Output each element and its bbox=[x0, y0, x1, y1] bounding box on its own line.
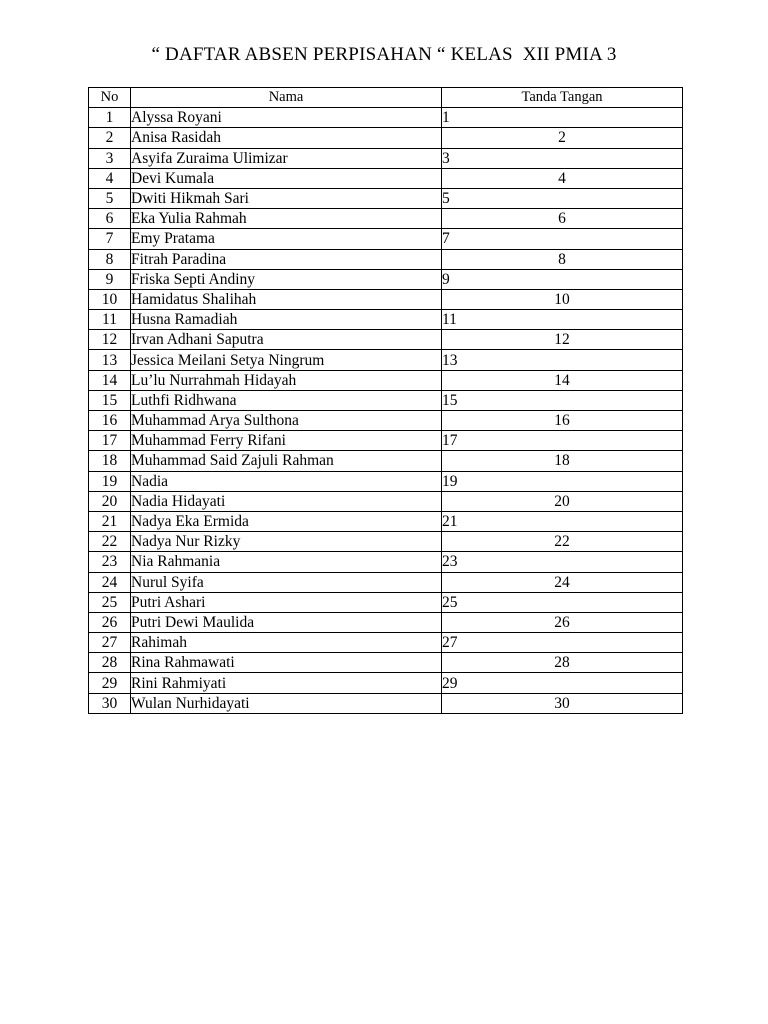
table-row bbox=[89, 653, 683, 673]
table-row bbox=[89, 350, 683, 370]
student-name: Nia Rahmania bbox=[131, 552, 442, 572]
table-row bbox=[89, 370, 683, 390]
table-row bbox=[89, 411, 683, 431]
student-name: Dwiti Hikmah Sari bbox=[131, 188, 442, 208]
table-row bbox=[89, 572, 683, 592]
table-row bbox=[89, 471, 683, 491]
signature-cell: 13 bbox=[442, 350, 683, 370]
row-number: 6 bbox=[89, 209, 131, 229]
student-name: Wulan Nurhidayati bbox=[131, 693, 442, 713]
signature-cell: 16 bbox=[442, 411, 683, 431]
table-row bbox=[89, 269, 683, 289]
row-number: 23 bbox=[89, 552, 131, 572]
signature-cell: 21 bbox=[442, 511, 683, 531]
row-number: 25 bbox=[89, 592, 131, 612]
student-name: Rina Rahmawati bbox=[131, 653, 442, 673]
student-name: Nadya Nur Rizky bbox=[131, 532, 442, 552]
table-row bbox=[89, 673, 683, 693]
student-name: Nadia Hidayati bbox=[131, 491, 442, 511]
student-name: Fitrah Paradina bbox=[131, 249, 442, 269]
signature-cell: 4 bbox=[442, 168, 683, 188]
column-header-tanda-tangan: Tanda Tangan bbox=[442, 88, 683, 108]
student-name: Muhammad Arya Sulthona bbox=[131, 411, 442, 431]
table-row bbox=[89, 592, 683, 612]
signature-cell: 28 bbox=[442, 653, 683, 673]
student-name: Alyssa Royani bbox=[131, 108, 442, 128]
student-name: Nadia bbox=[131, 471, 442, 491]
row-number: 5 bbox=[89, 188, 131, 208]
student-name: Asyifa Zuraima Ulimizar bbox=[131, 148, 442, 168]
table-row bbox=[89, 209, 683, 229]
signature-cell: 15 bbox=[442, 390, 683, 410]
row-number: 26 bbox=[89, 612, 131, 632]
column-header-nama: Nama bbox=[131, 88, 442, 108]
table-header-row bbox=[89, 88, 683, 108]
table-row bbox=[89, 108, 683, 128]
attendance-table bbox=[88, 87, 683, 714]
row-number: 8 bbox=[89, 249, 131, 269]
row-number: 28 bbox=[89, 653, 131, 673]
student-name: Putri Dewi Maulida bbox=[131, 612, 442, 632]
student-name: Jessica Meilani Setya Ningrum bbox=[131, 350, 442, 370]
student-name: Friska Septi Andiny bbox=[131, 269, 442, 289]
table-row bbox=[89, 249, 683, 269]
row-number: 11 bbox=[89, 310, 131, 330]
signature-cell: 6 bbox=[442, 209, 683, 229]
signature-cell: 29 bbox=[442, 673, 683, 693]
student-name: Hamidatus Shalihah bbox=[131, 289, 442, 309]
table-row bbox=[89, 532, 683, 552]
signature-cell: 18 bbox=[442, 451, 683, 471]
student-name: Anisa Rasidah bbox=[131, 128, 442, 148]
row-number: 27 bbox=[89, 633, 131, 653]
row-number: 18 bbox=[89, 451, 131, 471]
row-number: 16 bbox=[89, 411, 131, 431]
row-number: 17 bbox=[89, 431, 131, 451]
student-name: Rahimah bbox=[131, 633, 442, 653]
row-number: 21 bbox=[89, 511, 131, 531]
student-name: Lu’lu Nurrahmah Hidayah bbox=[131, 370, 442, 390]
table-row bbox=[89, 511, 683, 531]
signature-cell: 2 bbox=[442, 128, 683, 148]
signature-cell: 22 bbox=[442, 532, 683, 552]
signature-cell: 25 bbox=[442, 592, 683, 612]
signature-cell: 3 bbox=[442, 148, 683, 168]
row-number: 20 bbox=[89, 491, 131, 511]
signature-cell: 26 bbox=[442, 612, 683, 632]
student-name: Emy Pratama bbox=[131, 229, 442, 249]
student-name: Eka Yulia Rahmah bbox=[131, 209, 442, 229]
student-name: Muhammad Ferry Rifani bbox=[131, 431, 442, 451]
row-number: 15 bbox=[89, 390, 131, 410]
signature-cell: 30 bbox=[442, 693, 683, 713]
table-row bbox=[89, 451, 683, 471]
signature-cell: 17 bbox=[442, 431, 683, 451]
table-row bbox=[89, 188, 683, 208]
row-number: 29 bbox=[89, 673, 131, 693]
signature-cell: 11 bbox=[442, 310, 683, 330]
page-title: “ DAFTAR ABSEN PERPISAHAN “ KELAS XII PMIA 3 bbox=[151, 44, 617, 65]
student-name: Husna Ramadiah bbox=[131, 310, 442, 330]
signature-cell: 14 bbox=[442, 370, 683, 390]
table-row bbox=[89, 552, 683, 572]
table-row bbox=[89, 148, 683, 168]
signature-cell: 19 bbox=[442, 471, 683, 491]
table-row bbox=[89, 229, 683, 249]
table-row bbox=[89, 431, 683, 451]
row-number: 9 bbox=[89, 269, 131, 289]
signature-cell: 10 bbox=[442, 289, 683, 309]
signature-cell: 5 bbox=[442, 188, 683, 208]
row-number: 30 bbox=[89, 693, 131, 713]
table-row bbox=[89, 289, 683, 309]
row-number: 7 bbox=[89, 229, 131, 249]
table-row bbox=[89, 390, 683, 410]
row-number: 3 bbox=[89, 148, 131, 168]
table-row bbox=[89, 330, 683, 350]
signature-cell: 8 bbox=[442, 249, 683, 269]
student-name: Putri Ashari bbox=[131, 592, 442, 612]
table-row bbox=[89, 612, 683, 632]
table-row bbox=[89, 633, 683, 653]
row-number: 13 bbox=[89, 350, 131, 370]
student-name: Luthfi Ridhwana bbox=[131, 390, 442, 410]
table-row bbox=[89, 491, 683, 511]
row-number: 12 bbox=[89, 330, 131, 350]
table-row bbox=[89, 128, 683, 148]
student-name: Irvan Adhani Saputra bbox=[131, 330, 442, 350]
row-number: 4 bbox=[89, 168, 131, 188]
table-row bbox=[89, 168, 683, 188]
row-number: 1 bbox=[89, 108, 131, 128]
student-name: Nadya Eka Ermida bbox=[131, 511, 442, 531]
table-row bbox=[89, 693, 683, 713]
student-name: Rini Rahmiyati bbox=[131, 673, 442, 693]
column-header-no: No bbox=[89, 88, 131, 108]
row-number: 14 bbox=[89, 370, 131, 390]
signature-cell: 24 bbox=[442, 572, 683, 592]
signature-cell: 27 bbox=[442, 633, 683, 653]
row-number: 24 bbox=[89, 572, 131, 592]
row-number: 10 bbox=[89, 289, 131, 309]
row-number: 22 bbox=[89, 532, 131, 552]
signature-cell: 20 bbox=[442, 491, 683, 511]
student-name: Muhammad Said Zajuli Rahman bbox=[131, 451, 442, 471]
table-row bbox=[89, 310, 683, 330]
row-number: 19 bbox=[89, 471, 131, 491]
signature-cell: 9 bbox=[442, 269, 683, 289]
signature-cell: 23 bbox=[442, 552, 683, 572]
student-name: Nurul Syifa bbox=[131, 572, 442, 592]
signature-cell: 1 bbox=[442, 108, 683, 128]
student-name: Devi Kumala bbox=[131, 168, 442, 188]
table-body bbox=[89, 108, 683, 714]
signature-cell: 12 bbox=[442, 330, 683, 350]
signature-cell: 7 bbox=[442, 229, 683, 249]
row-number: 2 bbox=[89, 128, 131, 148]
